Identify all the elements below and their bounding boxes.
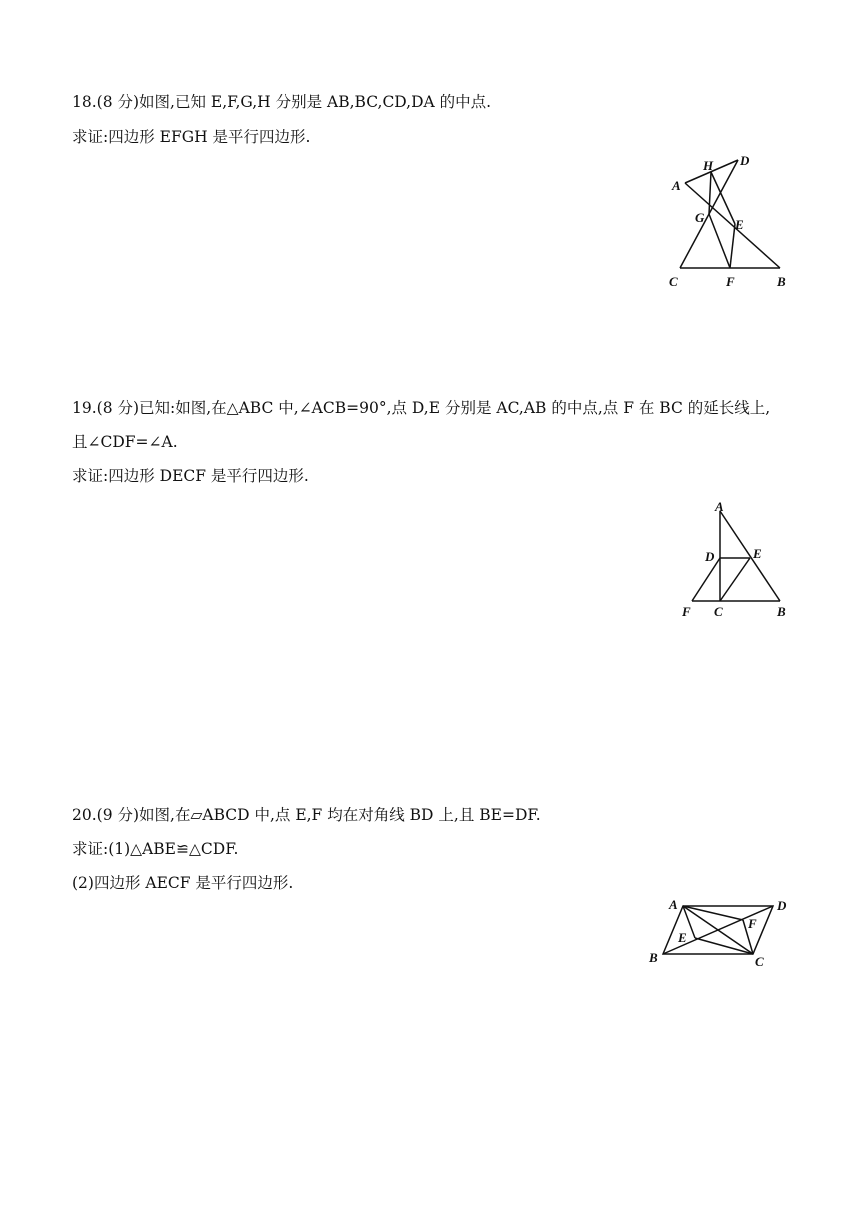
label-f: F: [726, 274, 735, 289]
label-b: B: [777, 274, 786, 289]
label-d: D: [705, 549, 715, 564]
diagonal-ac: [683, 906, 753, 954]
problem-18-figure: [660, 150, 800, 295]
label-d: D: [777, 898, 787, 913]
label-b: B: [777, 604, 786, 619]
label-b: B: [649, 950, 658, 965]
segment-gh: [709, 172, 711, 214]
label-a: A: [669, 897, 678, 912]
label-c: C: [714, 604, 723, 619]
segment-ec: [695, 938, 753, 954]
problem-19-statement: 19.(8 分)已知:如图,在△ABC 中,∠ACB=90°,点 D,E 分别是 AC,AB 的中点,点 F 在 BC 的延长线上,: [72, 399, 771, 417]
problem-20-part-1: 求证:(1)△ABE≌△CDF.: [72, 840, 239, 858]
label-h: H: [703, 158, 714, 173]
problem-20-statement: 20.(9 分)如图,在▱ABCD 中,点 E,F 均在对角线 BD 上,且 BE=DF.: [72, 806, 541, 824]
segment-ab: [685, 183, 780, 268]
problem-19-prove: 求证:四边形 DECF 是平行四边形.: [72, 467, 309, 485]
problem-19-condition: 且∠CDF=∠A.: [72, 433, 178, 451]
problem-19-figure: [670, 495, 800, 625]
label-a: A: [672, 178, 681, 193]
segment-ce: [720, 558, 750, 601]
label-c: C: [669, 274, 678, 289]
segment-fg: [709, 214, 730, 268]
label-g: G: [695, 210, 705, 225]
problem-18-prove: 求证:四边形 EFGH 是平行四边形.: [72, 128, 311, 146]
label-e: E: [678, 930, 687, 945]
label-f: F: [748, 916, 757, 931]
label-e: E: [735, 217, 744, 232]
label-a: A: [715, 499, 724, 514]
label-e: E: [753, 546, 762, 561]
problem-18-statement: 18.(8 分)如图,已知 E,F,G,H 分别是 AB,BC,CD,DA 的中点.: [72, 93, 492, 111]
problem-20-part-2: (2)四边形 AECF 是平行四边形.: [72, 874, 294, 892]
label-f: F: [682, 604, 691, 619]
problem-20-figure: [640, 888, 800, 973]
label-d: D: [740, 153, 750, 168]
segment-fd: [692, 558, 720, 601]
label-c: C: [755, 954, 764, 969]
